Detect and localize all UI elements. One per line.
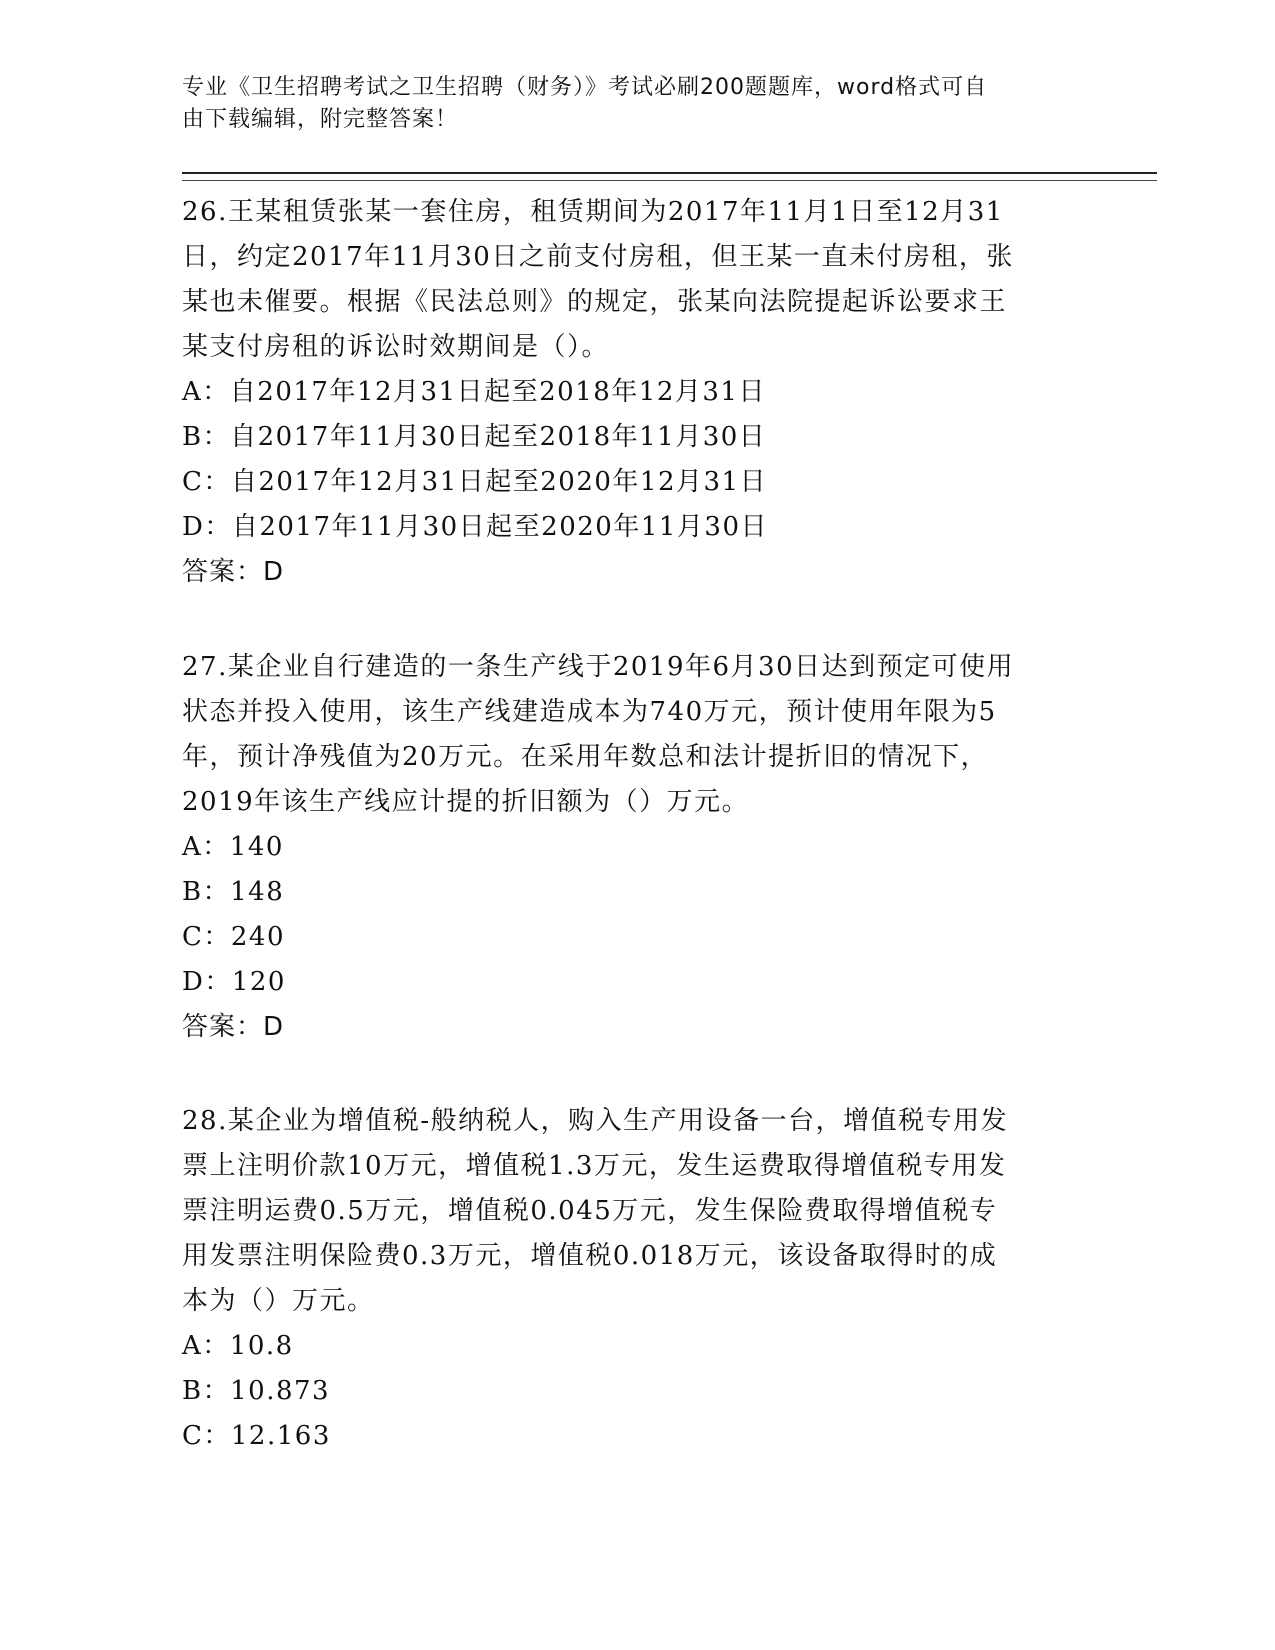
- stem-line: 27.某企业自行建造的一条生产线于2019年6月30日达到预定可使用: [182, 652, 1015, 682]
- question-stem: [182, 645, 1062, 825]
- stem-line: 26.王某租赁张某一套住房，租赁期间为2017年11月1日至12月31: [182, 197, 1004, 227]
- stem-line: 日，约定2017年11月30日之前支付房租，但王某一直未付房租，张: [182, 242, 1014, 272]
- option-a: A：10.8: [182, 1331, 294, 1361]
- question-27: [182, 645, 1062, 1050]
- option-d: D：120: [182, 967, 286, 997]
- option-c: C：自2017年12月31日起至2020年12月31日: [182, 467, 768, 497]
- header-divider-thin: [182, 180, 1157, 181]
- question-26: [182, 190, 1062, 595]
- option-b: B：10.873: [182, 1376, 331, 1406]
- stem-line: 用发票注明保险费0.3万元，增值税0.018万元，该设备取得时的成: [182, 1241, 998, 1271]
- option-c: C：12.163: [182, 1421, 331, 1451]
- header-line-2: 由下载编辑，附完整答案！: [182, 107, 459, 132]
- stem-line: 状态并投入使用，该生产线建造成本为740万元，预计使用年限为5: [182, 697, 997, 727]
- question-stem: [182, 1099, 1062, 1324]
- question-stem: [182, 190, 1062, 370]
- stem-line: 28.某企业为增值税-般纳税人，购入生产用设备一台，增值税专用发: [182, 1106, 1009, 1136]
- header-line-1: 专业《卫生招聘考试之卫生招聘（财务）》考试必刷200题题库，word格式可自: [182, 75, 988, 100]
- option-a: A：自2017年12月31日起至2018年12月31日: [182, 377, 766, 407]
- stem-line: 票注明运费0.5万元，增值税0.045万元，发生保险费取得增值税专: [182, 1196, 998, 1226]
- stem-line: 票上注明价款10万元，增值税1.3万元，发生运费取得增值税专用发: [182, 1151, 1007, 1181]
- stem-line: 某支付房租的诉讼时效期间是（）。: [182, 332, 610, 362]
- stem-line: 年，预计净残值为20万元。在采用年数总和法计提折旧的情况下，: [182, 742, 989, 772]
- header-divider-thick: [182, 172, 1157, 174]
- stem-line: 本为（）万元。: [182, 1286, 375, 1316]
- document-header: [182, 72, 1062, 136]
- stem-line: 某也未催要。根据《民法总则》的规定，张某向法院提起诉讼要求王: [182, 287, 1008, 317]
- stem-line: 2019年该生产线应计提的折旧额为（）万元。: [182, 787, 750, 817]
- option-c: C：240: [182, 922, 286, 952]
- question-28: [182, 1099, 1062, 1459]
- answer-text: 答案：D: [182, 557, 285, 587]
- answer-text: 答案：D: [182, 1012, 285, 1042]
- option-d: D：自2017年11月30日起至2020年11月30日: [182, 512, 769, 542]
- option-a: A：140: [182, 832, 284, 862]
- option-b: B：148: [182, 877, 285, 907]
- option-b: B：自2017年11月30日起至2018年11月30日: [182, 422, 767, 452]
